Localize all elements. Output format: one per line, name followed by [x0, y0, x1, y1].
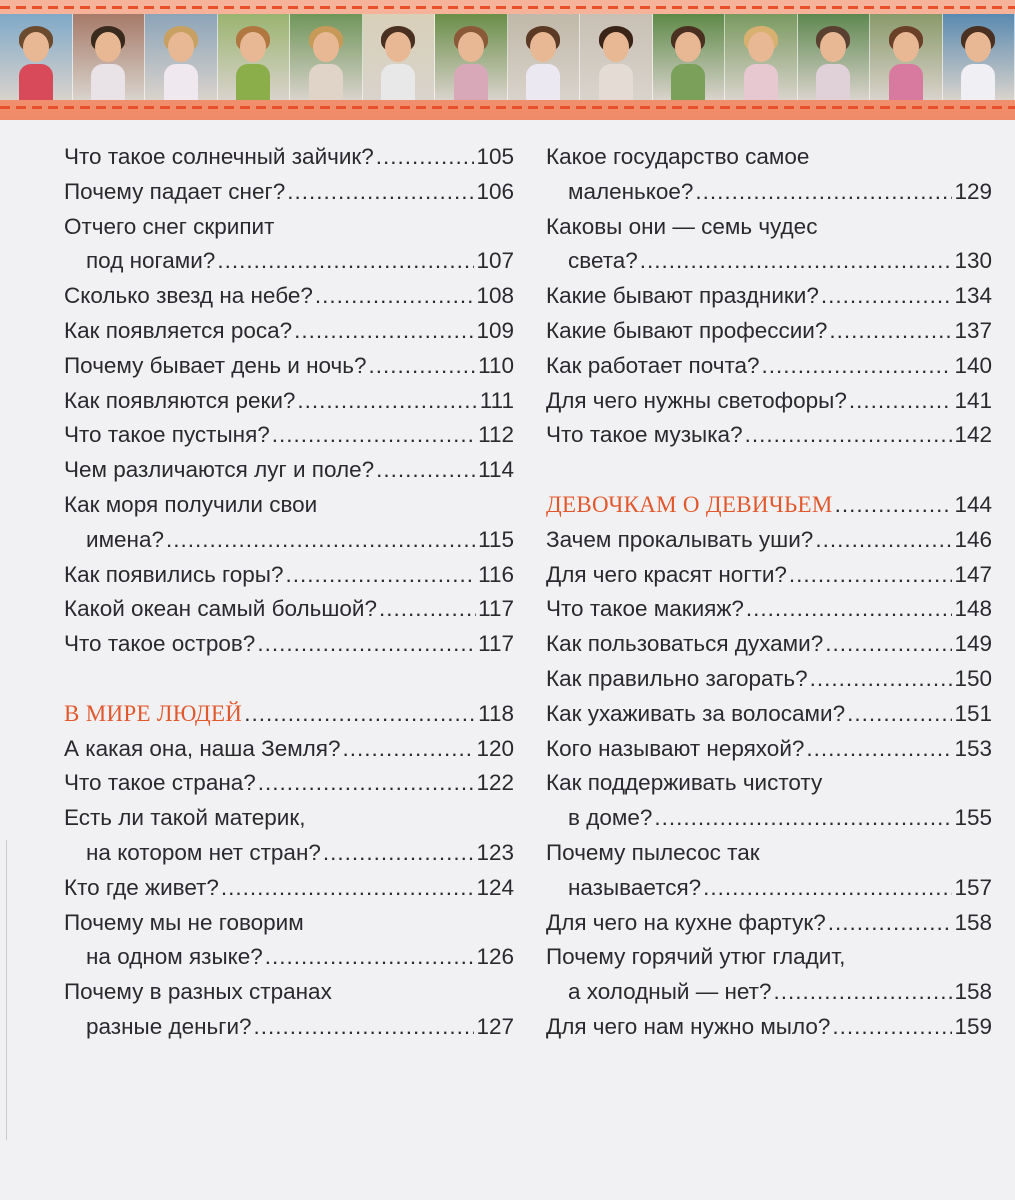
entry-title: называется?: [568, 874, 702, 900]
page-number: 111: [479, 387, 514, 413]
page-number: 157: [954, 874, 992, 900]
dot-leader: [789, 558, 953, 593]
photo-face: [168, 32, 194, 62]
dot-leader: [376, 453, 476, 488]
child-photo: [798, 14, 871, 100]
page-number: 120: [476, 735, 514, 761]
photo-face: [240, 32, 266, 62]
entry-title: Какой океан самый большой?: [64, 596, 377, 622]
page-number: 147: [954, 561, 992, 587]
page-number: 126: [476, 944, 514, 970]
entry-title: Почему бывает день и ночь?: [64, 352, 367, 378]
page-number: 116: [478, 561, 514, 587]
dot-leader: [745, 418, 953, 453]
entry-title: Как работает почта?: [546, 352, 760, 378]
toc-entry[interactable]: [64, 940, 514, 975]
section-title: В МИРЕ ЛЮДЕЙ: [64, 700, 243, 726]
toc-entry[interactable]: [64, 453, 514, 488]
toc-entry[interactable]: [546, 279, 992, 314]
dot-leader: [369, 349, 477, 384]
toc-entry[interactable]: [546, 801, 992, 836]
dot-leader: [849, 384, 953, 419]
photo-face: [748, 32, 774, 62]
photo-face: [530, 32, 556, 62]
entry-title: Кого называют неряхой?: [546, 735, 805, 761]
entry-title: Для чего на кухне фартук?: [546, 909, 826, 935]
photo-clothes: [19, 64, 53, 100]
page-number: 108: [476, 283, 514, 309]
dot-leader: [832, 1010, 952, 1045]
section-spacer: [64, 662, 514, 697]
toc-entry[interactable]: [64, 418, 514, 453]
page-number: 107: [476, 248, 514, 274]
entry-title: имена?: [86, 526, 165, 552]
dot-leader: [258, 766, 475, 801]
section-spacer: [546, 453, 992, 488]
dot-leader: [217, 244, 474, 279]
dot-leader: [695, 175, 952, 210]
dot-leader: [703, 871, 952, 906]
entry-title: Какие бывают праздники?: [546, 283, 819, 309]
entry-title: А какая она, наша Земля?: [64, 735, 341, 761]
page-number: 117: [478, 596, 514, 622]
photo-clothes: [164, 64, 198, 100]
photo-clothes: [671, 64, 705, 100]
toc-entry[interactable]: [64, 279, 514, 314]
dot-leader: [815, 523, 952, 558]
entry-title: Какие бывают профессии?: [546, 317, 828, 343]
page-number: 123: [476, 839, 514, 865]
entry-title: Почему падает снег?: [64, 178, 286, 204]
entry-title: Для чего красят ногти?: [546, 561, 787, 587]
photo-clothes: [526, 64, 560, 100]
photo-face: [95, 32, 121, 62]
page-number: 146: [954, 526, 992, 552]
toc-entry[interactable]: [64, 836, 514, 871]
toc-entry[interactable]: [546, 871, 992, 906]
child-photo: [580, 14, 653, 100]
page-number: 159: [954, 1013, 992, 1039]
photo-clothes: [381, 64, 415, 100]
toc-entry[interactable]: [64, 175, 514, 210]
photo-face: [603, 32, 629, 62]
dot-leader: [297, 384, 477, 419]
page-number: 158: [954, 979, 992, 1005]
photo-face: [965, 32, 991, 62]
toc-entry[interactable]: [546, 1010, 992, 1045]
entry-title: в доме?: [568, 805, 653, 831]
child-photo: [508, 14, 581, 100]
page-number: 134: [954, 283, 992, 309]
toc-entry[interactable]: [546, 906, 992, 941]
photo-face: [458, 32, 484, 62]
entry-title-first-line[interactable]: Почему мы не говорим: [64, 909, 304, 935]
toc-entry[interactable]: [546, 314, 992, 349]
entry-title: Что такое макияж?: [546, 596, 744, 622]
entry-title: на котором нет стран?: [86, 839, 321, 865]
dot-leader: [315, 279, 475, 314]
photo-clothes: [889, 64, 923, 100]
dot-leader: [654, 801, 952, 836]
photo-clothes: [454, 64, 488, 100]
entry-title: Что такое страна?: [64, 770, 256, 796]
entry-title-first-line[interactable]: Как поддерживать чистоту: [546, 770, 823, 796]
entry-title: Как правильно загорать?: [546, 665, 808, 691]
entry-title: разные деньги?: [86, 1013, 252, 1039]
toc-entry[interactable]: [546, 627, 992, 662]
page-number: 141: [954, 387, 992, 413]
photo-face: [23, 32, 49, 62]
toc-entry[interactable]: [64, 766, 514, 801]
child-photo: [725, 14, 798, 100]
page-number: 140: [954, 352, 992, 378]
page-number: 127: [476, 1013, 514, 1039]
section-title: ДЕВОЧКАМ О ДЕВИЧЬЕМ: [546, 491, 833, 517]
child-photo: [290, 14, 363, 100]
page-number: 112: [478, 422, 514, 448]
entry-title: Что такое солнечный зайчик?: [64, 144, 374, 169]
photo-clothes: [961, 64, 995, 100]
toc-left-column: [64, 140, 514, 1045]
dot-leader: [294, 314, 474, 349]
entry-title: под ногами?: [86, 248, 216, 274]
dot-leader: [285, 558, 476, 593]
entry-title: света?: [568, 248, 638, 274]
entry-title-first-line[interactable]: Есть ли такой материк,: [64, 805, 306, 831]
toc-entry[interactable]: [64, 592, 514, 627]
dot-leader: [835, 488, 953, 523]
entry-title: Сколько звезд на небе?: [64, 283, 313, 309]
entry-title: Как ухаживать за волосами?: [546, 700, 846, 726]
child-photo: [435, 14, 508, 100]
toc-entry[interactable]: [546, 523, 992, 558]
entry-title: Чем различаются луг и поле?: [64, 457, 375, 483]
entry-title: Как пользоваться духами?: [546, 631, 824, 657]
page-margin-line: [6, 840, 7, 1140]
child-photo: [145, 14, 218, 100]
page-number: 106: [476, 178, 514, 204]
page-number: 115: [478, 526, 514, 552]
toc-entry[interactable]: [546, 975, 992, 1010]
page-number: 117: [478, 631, 514, 657]
entry-title-first-line[interactable]: Какое государство самое: [546, 144, 810, 169]
dot-leader: [343, 732, 475, 767]
dot-leader: [810, 662, 953, 697]
dot-leader: [257, 627, 476, 662]
toc-entry[interactable]: [64, 627, 514, 662]
page-number: 109: [476, 317, 514, 343]
dot-leader: [379, 592, 476, 627]
page-number: 149: [954, 631, 992, 657]
dot-leader: [828, 906, 953, 941]
dot-leader: [821, 279, 953, 314]
entry-title: маленькое?: [568, 178, 694, 204]
toc-entry[interactable]: [64, 349, 514, 384]
photo-face: [385, 32, 411, 62]
photo-clothes: [816, 64, 850, 100]
dot-leader: [829, 314, 952, 349]
child-photo: [0, 14, 73, 100]
photo-clothes: [744, 64, 778, 100]
entry-title: Как появляются реки?: [64, 387, 296, 413]
entry-title-first-line[interactable]: Почему в разных странах: [64, 979, 332, 1005]
entry-title: Как появляется роса?: [64, 317, 293, 343]
entry-title-first-line[interactable]: Почему пылесос так: [546, 839, 760, 865]
dot-leader: [847, 697, 952, 732]
entry-title: Для чего нужны светофоры?: [546, 387, 847, 413]
toc-entry[interactable]: [64, 523, 514, 558]
header-photo-strip: [0, 0, 1015, 120]
child-photo: [363, 14, 436, 100]
toc-entry[interactable]: [64, 314, 514, 349]
page-number: 122: [476, 770, 514, 796]
toc-entry[interactable]: [546, 418, 992, 453]
dot-leader: [376, 140, 475, 175]
page-number: 118: [478, 700, 514, 726]
dot-leader: [825, 627, 952, 662]
entry-title: Зачем прокалывать уши?: [546, 526, 814, 552]
dot-leader: [640, 244, 953, 279]
toc-entry[interactable]: [546, 592, 992, 627]
toc-entry[interactable]: [546, 732, 992, 767]
dot-leader: [774, 975, 953, 1010]
photo-clothes: [599, 64, 633, 100]
photo-clothes: [236, 64, 270, 100]
toc-entry[interactable]: [546, 558, 992, 593]
page-number: 110: [478, 352, 514, 378]
toc-entry[interactable]: [546, 175, 992, 210]
entry-title: Что такое остров?: [64, 631, 256, 657]
entry-title: а холодный — нет?: [568, 979, 772, 1005]
header-dashed-line-bottom: [0, 106, 1015, 109]
toc-entry[interactable]: [546, 697, 992, 732]
dot-leader: [221, 871, 475, 906]
photo-row: [0, 14, 1015, 100]
page-number: 105: [476, 144, 514, 169]
dot-leader: [166, 523, 476, 558]
toc-entry[interactable]: [64, 1010, 514, 1045]
toc-right-column: [546, 140, 992, 1045]
page-number: 148: [954, 596, 992, 622]
toc-entry[interactable]: [64, 384, 514, 419]
page-number: 158: [954, 909, 992, 935]
entry-title: Для чего нам нужно мыло?: [546, 1013, 831, 1039]
toc-entry[interactable]: [64, 871, 514, 906]
photo-clothes: [91, 64, 125, 100]
page-number: 114: [478, 457, 514, 483]
page-number: 124: [476, 874, 514, 900]
page-number: 129: [954, 178, 992, 204]
entry-title: Что такое музыка?: [546, 422, 743, 448]
dot-leader: [265, 940, 475, 975]
page-number: 155: [954, 805, 992, 831]
dot-leader: [287, 175, 474, 210]
entry-title-first-line[interactable]: Отчего снег скрипит: [64, 213, 275, 239]
child-photo: [653, 14, 726, 100]
entry-title-first-line[interactable]: Каковы они — семь чудес: [546, 213, 818, 239]
entry-title: Что такое пустыня?: [64, 422, 270, 448]
page-number: 130: [954, 248, 992, 274]
dot-leader: [806, 732, 952, 767]
header-dashed-line-top: [0, 6, 1015, 9]
dot-leader: [254, 1010, 475, 1045]
entry-title: на одном языке?: [86, 944, 263, 970]
dot-leader: [244, 697, 476, 732]
toc-entry[interactable]: [546, 349, 992, 384]
entry-title-first-line[interactable]: Почему горячий утюг гладит,: [546, 944, 846, 970]
entry-title-first-line[interactable]: Как моря получили свои: [64, 491, 318, 517]
toc-entry[interactable]: [64, 558, 514, 593]
dot-leader: [323, 836, 475, 871]
toc-entry[interactable]: [64, 140, 514, 175]
dot-leader: [762, 349, 953, 384]
child-photo: [73, 14, 146, 100]
page-number: 153: [954, 735, 992, 761]
toc-entry[interactable]: [64, 244, 514, 279]
photo-face: [820, 32, 846, 62]
page-number: 142: [954, 422, 992, 448]
page-number: 137: [954, 317, 992, 343]
child-photo: [943, 14, 1015, 100]
toc-section-heading[interactable]: [64, 697, 514, 732]
dot-leader: [746, 592, 953, 627]
page-number: 150: [954, 665, 992, 691]
dot-leader: [272, 418, 476, 453]
child-photo: [870, 14, 943, 100]
toc-entry[interactable]: [546, 384, 992, 419]
toc-entry[interactable]: [546, 244, 992, 279]
toc-entry[interactable]: [546, 662, 992, 697]
photo-face: [893, 32, 919, 62]
photo-clothes: [309, 64, 343, 100]
entry-title: Кто где живет?: [64, 874, 219, 900]
photo-face: [313, 32, 339, 62]
entry-title: Как появились горы?: [64, 561, 284, 587]
photo-face: [675, 32, 701, 62]
page-number: 144: [954, 491, 992, 517]
toc-section-heading[interactable]: [546, 488, 992, 523]
page-number: 151: [954, 700, 992, 726]
toc-entry[interactable]: [64, 732, 514, 767]
child-photo: [218, 14, 291, 100]
